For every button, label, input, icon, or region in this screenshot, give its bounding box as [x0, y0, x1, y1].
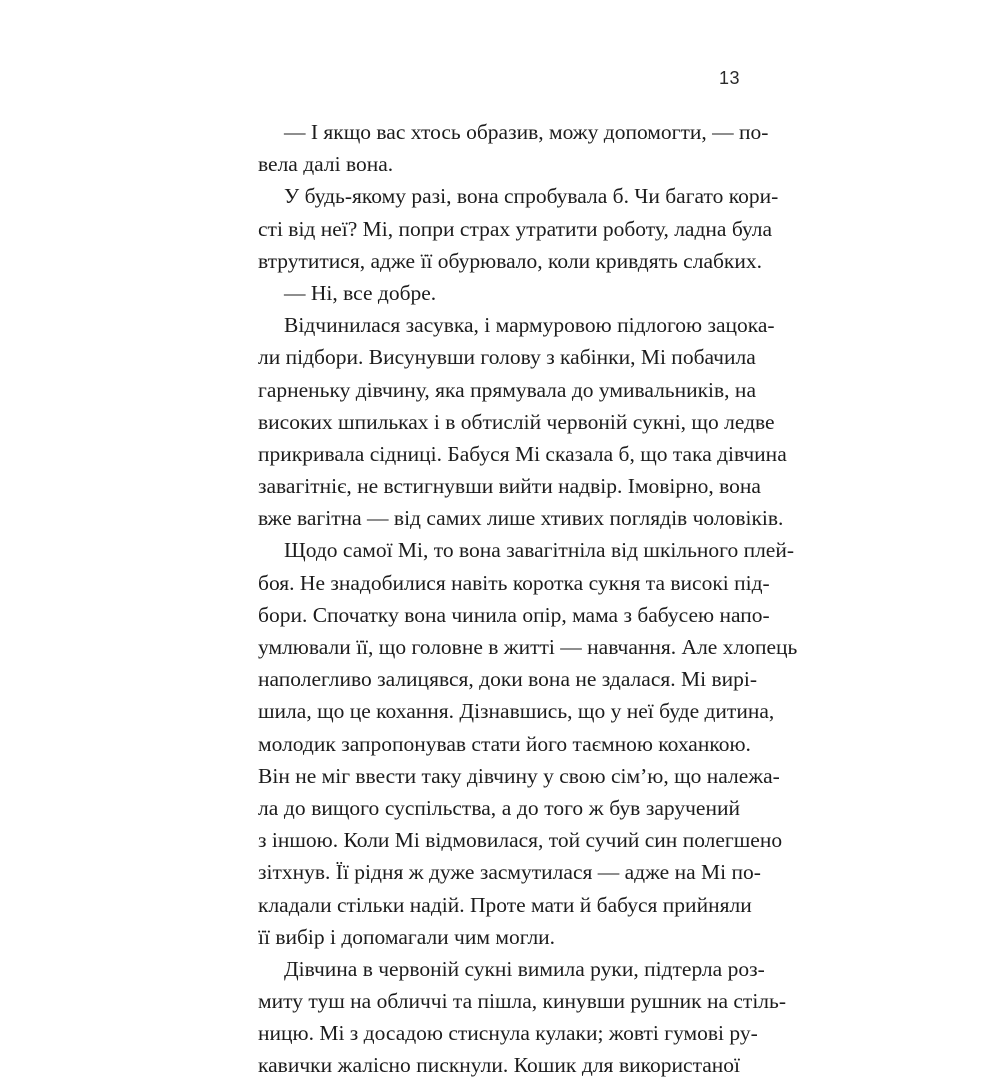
body-text — [258, 116, 798, 1082]
text-line: шила, що це кохання. Дізнавшись, що у неї буде дитина, — [258, 699, 775, 724]
text-line: гарненьку дівчину, яка прямувала до умивальників, на — [258, 377, 756, 402]
text-line: ницю. Мі з досадою стиснула кулаки; жовті гумові ру- — [258, 1021, 758, 1046]
text-line: з іншою. Коли Мі відмовилася, той сучий син полегшено — [258, 828, 783, 853]
text-line: боя. Не знадобилися навіть коротка сукня та високі під- — [258, 570, 770, 595]
text-line: завагітніє, не встигнувши вийти надвір. Імовірно, вона — [258, 474, 761, 499]
text-line: бори. Спочатку вона чинила опір, мама з бабусею напо- — [258, 602, 770, 627]
text-line: кладали стільки надій. Проте мати й бабуся прийняли — [258, 892, 752, 917]
text-line: — Ні, все добре. — [284, 280, 437, 305]
text-line: умлювали її, що головне в житті — навчання. Але хлопець — [258, 635, 798, 659]
text-line: Щодо самої Мі, то вона завагітніла від шкільного плей- — [284, 538, 795, 563]
page-number: 13 — [718, 68, 740, 88]
text-line: ла до вищого суспільства, а до того ж був заручений — [258, 795, 740, 820]
text-line: молодик запропонував стати його таємною коханкою. — [258, 731, 751, 756]
text-line: Він не міг ввести таку дівчину у свою сім’ю, що належа- — [258, 763, 780, 788]
text-line: високих шпильках і в обтислій червоній сукні, що ледве — [258, 409, 775, 434]
text-line: вела далі вона. — [258, 152, 394, 177]
text-line: кавички жалісно пискнули. Кошик для використаної — [258, 1053, 740, 1078]
text-line: сті від неї? Мі, попри страх утратити роботу, ладна була — [258, 216, 773, 241]
text-line: Відчинилася засувка, і мармуровою підлогою зацока- — [284, 313, 775, 338]
text-line: її вибір і допомагали чим могли. — [258, 924, 556, 949]
text-line: ли підбори. Висунувши голову з кабінки, Мі побачила — [258, 345, 756, 370]
text-line: наполегливо залицявся, доки вона не здалася. Мі вирі- — [258, 667, 758, 692]
text-line: Дівчина в червоній сукні вимила руки, підтерла роз- — [284, 956, 765, 981]
text-line: вже вагітна — від самих лише хтивих поглядів чоловіків. — [258, 506, 784, 531]
text-line: втрутитися, адже її обурювало, коли кривдять слабких. — [258, 248, 763, 273]
text-line: У будь-якому разі, вона спробувала б. Чи багато кори- — [284, 184, 779, 209]
text-line: — І якщо вас хтось образив, можу допомогти, — по- — [284, 120, 769, 144]
text-line: прикривала сідниці. Бабуся Мі сказала б, що така дівчина — [258, 441, 787, 466]
text-line: зітхнув. Її рідня ж дуже засмутилася — адже на Мі по- — [258, 860, 761, 885]
text-line: миту туш на обличчі та пішла, кинувши рушник на стіль- — [258, 989, 786, 1014]
